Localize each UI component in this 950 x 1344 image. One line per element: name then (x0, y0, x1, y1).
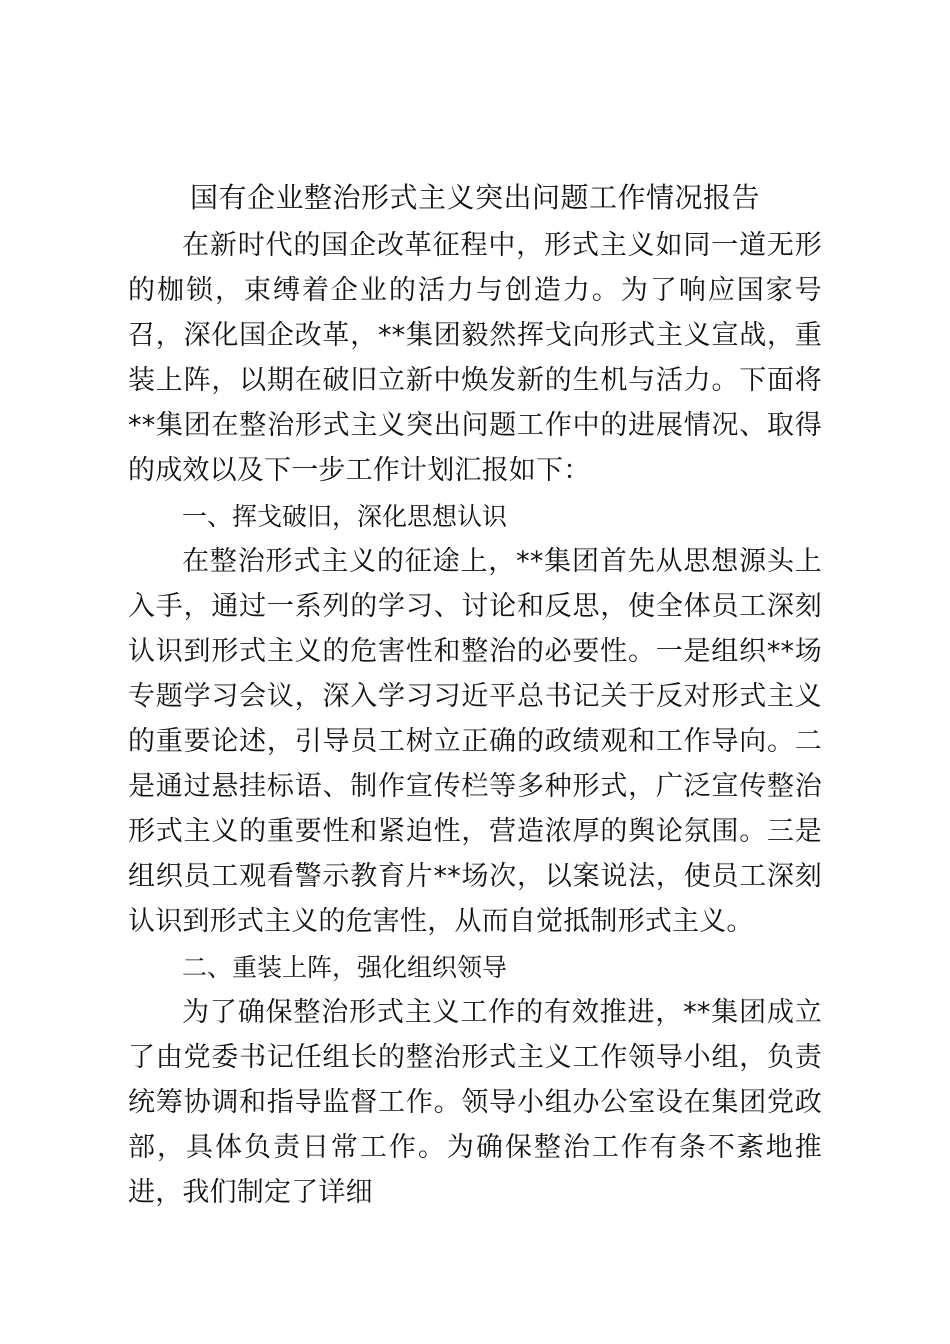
section-2-heading: 二、重装上阵，强化组织领导 (182, 952, 508, 982)
section-1-paragraph: 在整治形式主义的征途上，**集团首先从思想源头上入手，通过一系列的学习、讨论和反思，使全体员工深刻认识到形式主义的危害性和整治的必要性。一是组织**场专题学习会议，深入学习习近平总书记关于反对形式主义的重要论述，引导员工树立正确的政绩观和工作导向。二是通过悬挂标语、制作宣传栏等多种形式，广泛宣传整治形式主义的重要性和紧迫性，营造浓厚的舆论氛围。三是组织员工观看警示教育片**场次，以案说法，使员工深刻认识到形式主义的危害性，从而自觉抵制形式主义。 (128, 545, 822, 938)
section-1-heading: 一、挥戈破旧，深化思想认识 (182, 501, 508, 531)
document-title: 国有企业整治形式主义突出问题工作情况报告 (189, 181, 760, 214)
document-body (128, 223, 822, 1215)
section-2-paragraph: 为了确保整治形式主义工作的有效推进，**集团成立了由党委书记任组长的整治形式主义工作领导小组，负责统筹协调和指导监督工作。领导小组办公室设在集团党政部，具体负责日常工作。为确保整治工作有条不紊地推进，我们制定了详细 (128, 996, 822, 1208)
intro-paragraph: 在新时代的国企改革征程中，形式主义如同一道无形的枷锁，束缚着企业的活力与创造力。为了响应国家号召，深化国企改革，**集团毅然挥戈向形式主义宣战，重装上阵，以期在破旧立新中焕发新的生机与活力。下面将**集团在整治形式主义突出问题工作中的进展情况、取得的成效以及下一步工作计划汇报如下： (128, 230, 822, 487)
